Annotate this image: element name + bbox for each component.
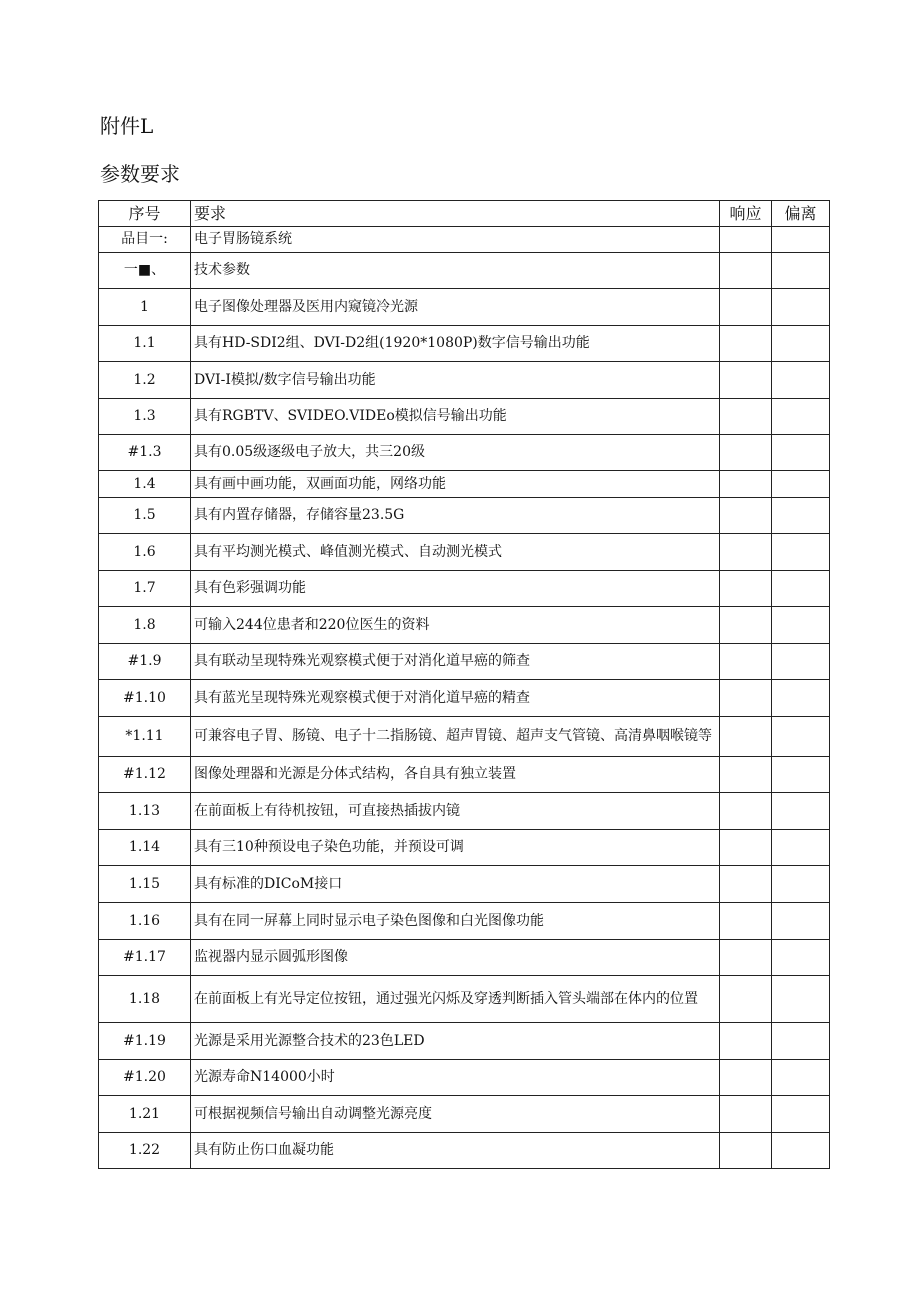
row-response-cell	[720, 940, 772, 976]
row-deviation-cell	[772, 571, 830, 607]
table-row	[99, 435, 830, 471]
row-number: 品目一:	[99, 227, 191, 253]
row-response-cell	[720, 757, 772, 793]
row-requirement: 具有内置存储器，存储容量23.5G	[191, 498, 720, 534]
row-number: 1.22	[99, 1133, 191, 1169]
row-number: 1.2	[99, 362, 191, 399]
row-response-cell	[720, 326, 772, 362]
row-deviation-cell	[772, 866, 830, 903]
row-number: 1.14	[99, 830, 191, 866]
row-response-cell	[720, 607, 772, 644]
row-response-cell	[720, 534, 772, 571]
row-response-cell	[720, 227, 772, 253]
row-requirement: 具有在同一屏幕上同时显示电子染色图像和白光图像功能	[191, 903, 720, 940]
row-response-cell	[720, 1023, 772, 1060]
row-response-cell	[720, 866, 772, 903]
row-response-cell	[720, 253, 772, 289]
table-row	[99, 976, 830, 1023]
row-deviation-cell	[772, 534, 830, 571]
table-row	[99, 362, 830, 399]
row-deviation-cell	[772, 435, 830, 471]
row-deviation-cell	[772, 1133, 830, 1169]
row-requirement: 可根据视频信号输出自动调整光源亮度	[191, 1096, 720, 1133]
row-requirement: 具有RGBTV、SVIDEO.VIDEo模拟信号输出功能	[191, 399, 720, 435]
row-requirement: 在前面板上有光导定位按钮，通过强光闪烁及穿透判断插入管头端部在体内的位置	[191, 976, 720, 1023]
requirements-table	[98, 200, 830, 1169]
table-row	[99, 326, 830, 362]
row-deviation-cell	[772, 326, 830, 362]
row-number: #1.10	[99, 680, 191, 717]
row-requirement: 在前面板上有待机按钮，可直接热插拔内镜	[191, 793, 720, 830]
table-body	[99, 227, 830, 1169]
row-deviation-cell	[772, 903, 830, 940]
row-deviation-cell	[772, 289, 830, 326]
row-deviation-cell	[772, 1023, 830, 1060]
table-row	[99, 498, 830, 534]
row-number: 1.21	[99, 1096, 191, 1133]
row-response-cell	[720, 644, 772, 680]
row-response-cell	[720, 717, 772, 757]
row-deviation-cell	[772, 680, 830, 717]
table-row	[99, 471, 830, 498]
row-deviation-cell	[772, 1096, 830, 1133]
table-row	[99, 534, 830, 571]
row-response-cell	[720, 362, 772, 399]
row-number: #1.12	[99, 757, 191, 793]
row-number: 1.5	[99, 498, 191, 534]
row-response-cell	[720, 289, 772, 326]
attachment-title: 附件L	[100, 114, 154, 138]
row-response-cell	[720, 793, 772, 830]
row-requirement: 电子图像处理器及医用内窥镜冷光源	[191, 289, 720, 326]
row-number: 1.16	[99, 903, 191, 940]
row-number: 1.13	[99, 793, 191, 830]
row-response-cell	[720, 1133, 772, 1169]
table-row	[99, 1023, 830, 1060]
header-response: 响应	[720, 201, 772, 227]
row-number: #1.17	[99, 940, 191, 976]
row-deviation-cell	[772, 757, 830, 793]
header-no: 序号	[99, 201, 191, 227]
row-requirement: 图像处理器和光源是分体式结构，各自具有独立装置	[191, 757, 720, 793]
header-requirement: 要求	[191, 201, 720, 227]
row-requirement: 技术参数	[191, 253, 720, 289]
row-number: #1.20	[99, 1060, 191, 1096]
header-deviation: 偏离	[772, 201, 830, 227]
row-deviation-cell	[772, 644, 830, 680]
row-requirement: 具有0.05级逐级电子放大，共三20级	[191, 435, 720, 471]
row-requirement: DVI-I模拟/数字信号输出功能	[191, 362, 720, 399]
row-requirement: 具有蓝光呈现特殊光观察模式便于对消化道早癌的精查	[191, 680, 720, 717]
row-deviation-cell	[772, 940, 830, 976]
row-requirement: 具有联动呈现特殊光观察模式便于对消化道早癌的筛查	[191, 644, 720, 680]
table-row	[99, 757, 830, 793]
row-deviation-cell	[772, 717, 830, 757]
row-number: *1.11	[99, 717, 191, 757]
row-response-cell	[720, 976, 772, 1023]
table-row	[99, 717, 830, 757]
row-number: 1.3	[99, 399, 191, 435]
row-number: 1.18	[99, 976, 191, 1023]
row-number: 1.15	[99, 866, 191, 903]
table-row	[99, 253, 830, 289]
row-number: 1.7	[99, 571, 191, 607]
row-deviation-cell	[772, 227, 830, 253]
row-number: #1.9	[99, 644, 191, 680]
table-row	[99, 1133, 830, 1169]
row-deviation-cell	[772, 399, 830, 435]
row-deviation-cell	[772, 1060, 830, 1096]
row-requirement: 具有画中画功能，双画面功能，网络功能	[191, 471, 720, 498]
row-deviation-cell	[772, 471, 830, 498]
row-requirement: 光源寿命N14000小时	[191, 1060, 720, 1096]
row-requirement: 具有平均测光模式、峰值测光模式、自动测光模式	[191, 534, 720, 571]
row-requirement: 电子胃肠镜系统	[191, 227, 720, 253]
table-row	[99, 680, 830, 717]
row-deviation-cell	[772, 830, 830, 866]
row-response-cell	[720, 1096, 772, 1133]
table-row	[99, 1060, 830, 1096]
row-requirement: 可输入244位患者和220位医生的资料	[191, 607, 720, 644]
table-row	[99, 1096, 830, 1133]
row-deviation-cell	[772, 793, 830, 830]
row-requirement: 可兼容电子胃、肠镜、电子十二指肠镜、超声胃镜、超声支气管镜、高清鼻咽喉镜等	[191, 717, 720, 757]
row-number: 1.6	[99, 534, 191, 571]
row-number: #1.19	[99, 1023, 191, 1060]
row-number: #1.3	[99, 435, 191, 471]
table-row	[99, 903, 830, 940]
table-header-row	[99, 201, 830, 227]
row-deviation-cell	[772, 498, 830, 534]
table-row	[99, 227, 830, 253]
row-response-cell	[720, 903, 772, 940]
row-deviation-cell	[772, 362, 830, 399]
row-number: 1.4	[99, 471, 191, 498]
row-response-cell	[720, 1060, 772, 1096]
table-row	[99, 644, 830, 680]
table-row	[99, 866, 830, 903]
table-row	[99, 571, 830, 607]
section-title: 参数要求	[100, 162, 180, 186]
row-response-cell	[720, 435, 772, 471]
row-response-cell	[720, 471, 772, 498]
row-requirement: 具有标准的DICoM接口	[191, 866, 720, 903]
row-deviation-cell	[772, 253, 830, 289]
row-requirement: 具有色彩强调功能	[191, 571, 720, 607]
row-deviation-cell	[772, 607, 830, 644]
row-number: 1.8	[99, 607, 191, 644]
row-number: 一■、	[99, 253, 191, 289]
row-response-cell	[720, 571, 772, 607]
row-requirement: 具有三10种预设电子染色功能，并预设可调	[191, 830, 720, 866]
row-requirement: 具有防止伤口血凝功能	[191, 1133, 720, 1169]
table-row	[99, 830, 830, 866]
table-row	[99, 793, 830, 830]
table-row	[99, 399, 830, 435]
row-response-cell	[720, 498, 772, 534]
row-response-cell	[720, 830, 772, 866]
row-requirement: 具有HD-SDI2组、DVI-D2组(1920*1080P)数字信号输出功能	[191, 326, 720, 362]
row-deviation-cell	[772, 976, 830, 1023]
row-requirement: 监视器内显示圆弧形图像	[191, 940, 720, 976]
table-row	[99, 607, 830, 644]
row-number: 1	[99, 289, 191, 326]
row-response-cell	[720, 399, 772, 435]
row-requirement: 光源是采用光源整合技术的23色LED	[191, 1023, 720, 1060]
row-response-cell	[720, 680, 772, 717]
row-number: 1.1	[99, 326, 191, 362]
table-row	[99, 289, 830, 326]
table-row	[99, 940, 830, 976]
